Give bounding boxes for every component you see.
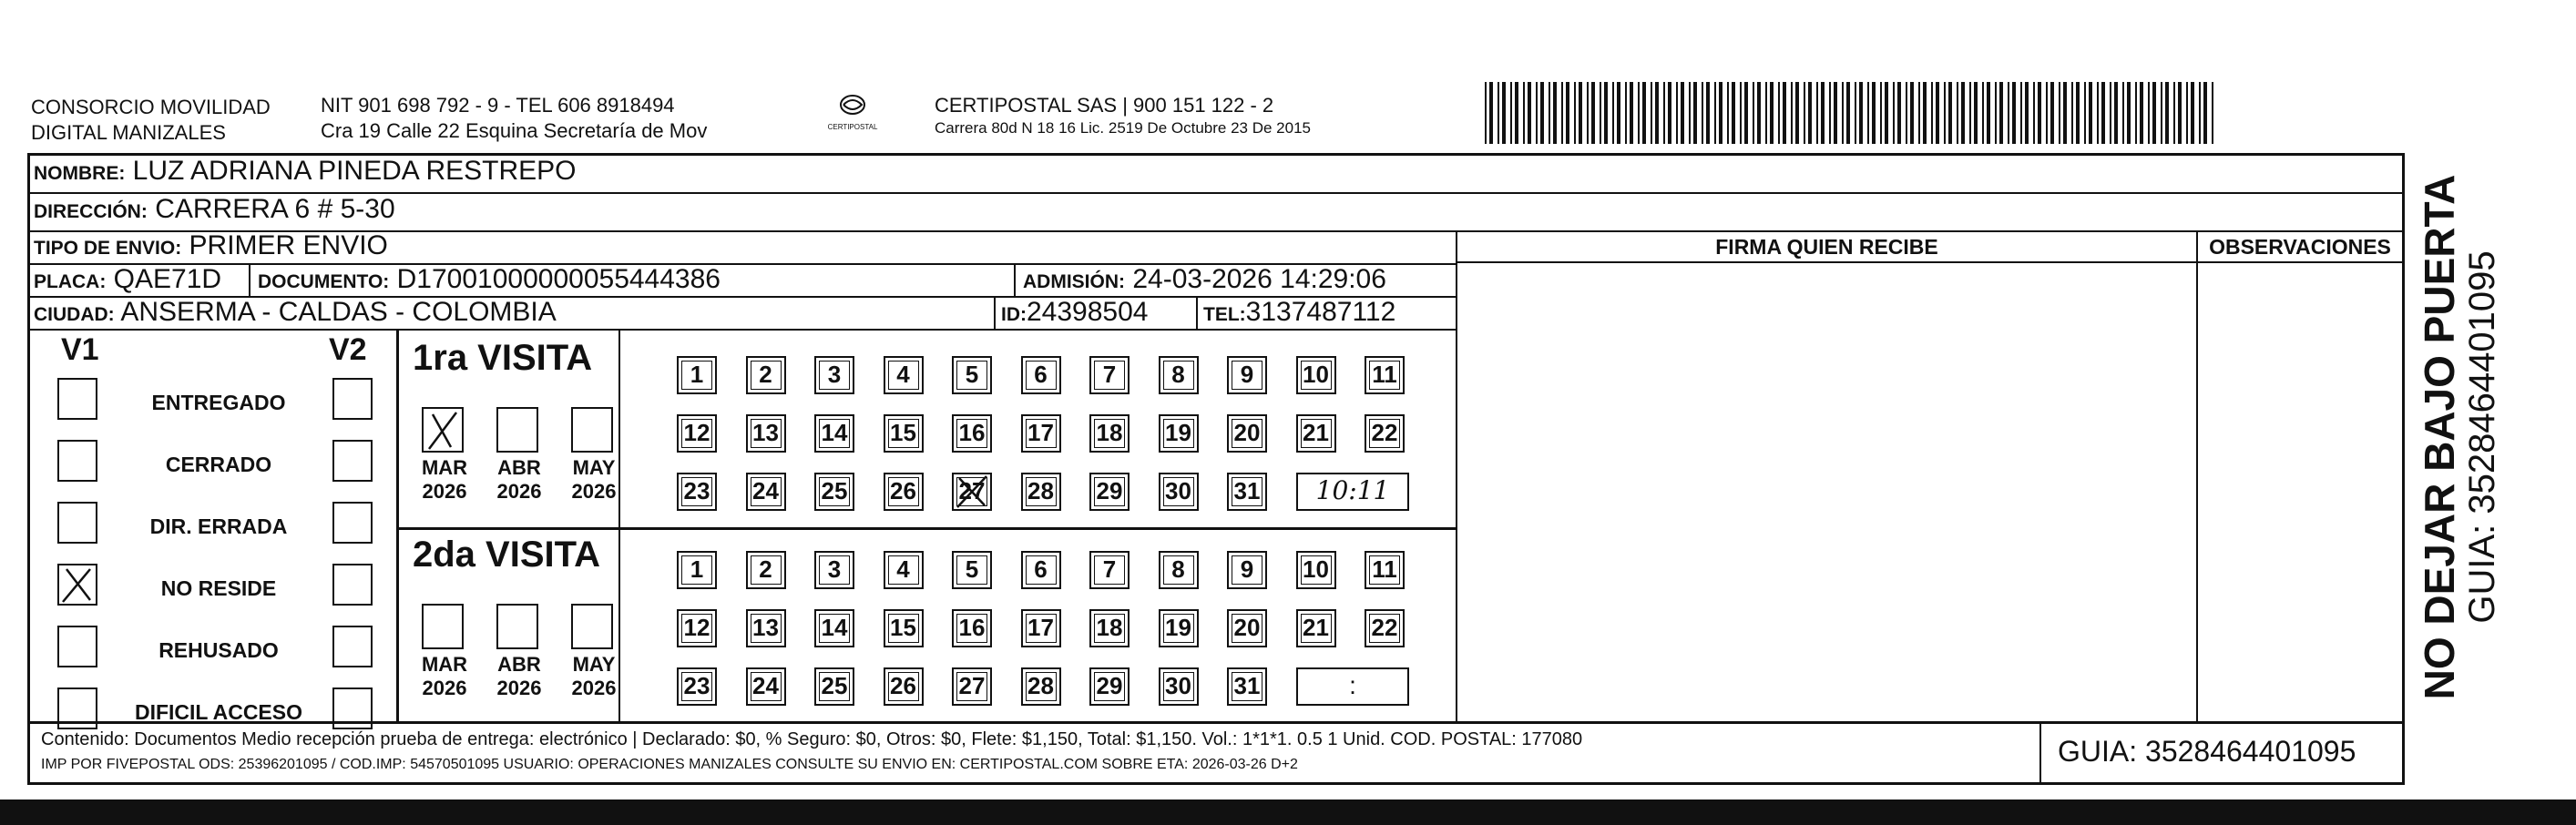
barcode-bar <box>1625 82 1627 144</box>
barcode-bar <box>2012 82 2016 144</box>
day-checkbox[interactable]: 24 <box>746 667 786 706</box>
barcode-bar <box>1969 82 1971 144</box>
day-checkbox[interactable]: 25 <box>814 473 854 511</box>
barcode-bar <box>1880 82 1882 144</box>
barcode-bar <box>1617 82 1620 144</box>
day-checkbox[interactable]: 16 <box>952 414 992 453</box>
direccion-row: DIRECCIÓN: CARRERA 6 # 5-30 <box>30 194 2402 232</box>
day-checkbox[interactable]: 13 <box>746 609 786 647</box>
barcode-bar <box>2020 82 2022 144</box>
day-checkbox[interactable]: 20 <box>1227 414 1267 453</box>
barcode-bar <box>1829 82 1831 144</box>
day-checkbox[interactable]: 28 <box>1021 473 1061 511</box>
barcode-bar <box>2063 82 2067 144</box>
status-label: NO RESIDE <box>160 576 277 600</box>
barcode-bar <box>1893 82 1895 144</box>
month-checkbox[interactable] <box>571 407 613 453</box>
barcode-bar <box>1651 82 1652 144</box>
barcode-bar <box>2127 82 2131 144</box>
barcode-bar <box>2212 82 2213 144</box>
day-checkbox[interactable]: 31 <box>1227 667 1267 706</box>
day-checkbox[interactable]: 15 <box>884 609 924 647</box>
day-checkbox[interactable]: 3 <box>814 356 854 394</box>
day-checkbox[interactable]: 31 <box>1227 473 1267 511</box>
barcode-bar <box>2148 82 2150 144</box>
barcode-bar <box>1676 82 1678 144</box>
barcode-bar <box>1732 82 1735 144</box>
day-checkbox[interactable]: 11 <box>1365 551 1405 589</box>
barcode-bar <box>1528 82 1531 144</box>
month-label: MAY 2026 <box>571 456 617 503</box>
barcode-bar <box>1702 82 1703 144</box>
barcode-bar <box>1923 82 1927 144</box>
status-label: REHUSADO <box>158 638 279 662</box>
barcode-bar <box>2033 82 2035 144</box>
day-checkbox[interactable]: 7 <box>1089 551 1130 589</box>
day-checkbox[interactable]: 15 <box>884 414 924 453</box>
company-name: CONSORCIO MOVILIDAD DIGITAL MANIZALES <box>31 96 271 144</box>
day-checkbox[interactable]: 4 <box>884 551 924 589</box>
barcode-bar <box>1753 82 1754 144</box>
day-checkbox[interactable]: 11 <box>1365 356 1405 394</box>
barcode-bar <box>2076 82 2080 144</box>
barcode-bar <box>1498 82 1499 144</box>
v2-checkbox[interactable] <box>332 564 373 606</box>
certipostal-logo: CERTIPOSTAL <box>816 91 889 132</box>
day-checkbox[interactable]: 23 <box>677 667 717 706</box>
status-label: DIR. ERRADA <box>149 514 288 538</box>
barcode-bar <box>1604 82 1608 144</box>
barcode-bar <box>2165 82 2169 144</box>
day-checkbox[interactable]: 10 <box>1296 356 1336 394</box>
barcode-bar <box>1931 82 1933 144</box>
placa-row: PLACA: QAE71D DOCUMENTO: D17001000000055444386 ADMISIÓN: 24-03-2026 14:29:06 <box>30 265 1456 298</box>
month-label: MAY 2026 <box>571 653 617 699</box>
day-checkbox[interactable]: 29 <box>1089 473 1130 511</box>
day-checkbox[interactable]: 6 <box>1021 551 1061 589</box>
barcode-bar <box>1821 82 1825 144</box>
status-label: CERRADO <box>165 453 272 476</box>
barcode-bar <box>1510 82 1512 144</box>
barcode-bar <box>1957 82 1958 144</box>
day-checkbox[interactable]: 2 <box>746 551 786 589</box>
month-checkbox[interactable] <box>571 604 613 649</box>
day-checkbox[interactable]: 20 <box>1227 609 1267 647</box>
day-checkbox[interactable]: 17 <box>1021 609 1061 647</box>
barcode-bar <box>1974 82 1978 144</box>
day-checkbox[interactable]: 10 <box>1296 551 1336 589</box>
barcode-bar <box>2186 82 2188 144</box>
month-checkbox[interactable] <box>496 604 538 649</box>
firma-column <box>1456 232 2198 721</box>
day-checkbox[interactable]: 19 <box>1159 414 1199 453</box>
day-checkbox[interactable]: 16 <box>952 609 992 647</box>
day-checkbox[interactable]: 9 <box>1227 551 1267 589</box>
barcode-bar <box>1944 82 1946 144</box>
barcode-bar <box>1744 82 1748 144</box>
barcode-bar <box>2203 82 2207 144</box>
day-checkbox[interactable]: 30 <box>1159 667 1199 706</box>
day-checkbox[interactable]: 18 <box>1089 609 1130 647</box>
visit1-title: 1ra VISITA <box>413 338 593 378</box>
barcode-bar <box>1485 82 1487 144</box>
day-checkbox[interactable]: 22 <box>1365 609 1405 647</box>
day-checkbox[interactable]: 12 <box>677 414 717 453</box>
day-checkbox[interactable]: 25 <box>814 667 854 706</box>
day-checkbox[interactable]: 22 <box>1365 414 1405 453</box>
barcode-bar <box>1855 82 1856 144</box>
month-label: ABR 2026 <box>496 456 542 503</box>
month-label: ABR 2026 <box>496 653 542 699</box>
barcode-bar <box>1719 82 1722 144</box>
barcode-bar <box>2191 82 2194 144</box>
barcode-bar <box>2135 82 2137 144</box>
barcode-bar <box>1574 82 1576 144</box>
barcode-bar <box>1804 82 1805 144</box>
day-checkbox[interactable]: 2 <box>746 356 786 394</box>
barcode-bar <box>1987 82 1990 144</box>
barcode-bar <box>1999 82 2003 144</box>
barcode-bar <box>2050 82 2054 144</box>
v1-checkbox[interactable] <box>57 378 97 420</box>
day-checkbox[interactable]: 29 <box>1089 667 1130 706</box>
footer-guia: GUIA: 3528464401095 <box>2058 735 2356 768</box>
day-checkbox[interactable]: 1 <box>677 356 717 394</box>
barcode-bar <box>1642 82 1646 144</box>
barcode-bar <box>1867 82 1869 144</box>
v1-checkbox[interactable] <box>57 564 97 606</box>
barcode-bar <box>1523 82 1525 144</box>
day-checkbox[interactable]: 30 <box>1159 473 1199 511</box>
status-label: ENTREGADO <box>151 391 286 414</box>
barcode-bar <box>1536 82 1538 144</box>
barcode-bar <box>1859 82 1863 144</box>
barcode-bar <box>2046 82 2048 144</box>
day-checkbox[interactable]: 21 <box>1296 414 1336 453</box>
barcode-bar <box>1549 82 1550 144</box>
barcode-bar <box>2140 82 2143 144</box>
v1-header: V1 <box>61 332 99 367</box>
barcode-bar <box>1681 82 1684 144</box>
barcode-bar <box>1706 82 1710 144</box>
barcode-bar <box>1948 82 1952 144</box>
barcode-bar <box>1995 82 1997 144</box>
barcode-bar <box>1587 82 1589 144</box>
barcode-bar <box>1897 82 1901 144</box>
day-checkbox[interactable]: 3 <box>814 551 854 589</box>
barcode-bar <box>2178 82 2182 144</box>
barcode-bar <box>2008 82 2009 144</box>
barcode-bar <box>1540 82 1544 144</box>
barcode-bar <box>2101 82 2105 144</box>
status-label: DIFICIL ACCESO <box>134 700 302 724</box>
barcode-bar <box>1655 82 1659 144</box>
no-dejar-bajo-puerta: NO DEJAR BAJO PUERTA <box>2416 174 2463 700</box>
barcode-bar <box>2161 82 2162 144</box>
barcode-bar <box>1778 82 1780 144</box>
barcode-bar <box>2025 82 2029 144</box>
month-checkbox[interactable] <box>422 604 464 649</box>
barcode-bar <box>1502 82 1506 144</box>
barcode-bar <box>1982 82 1984 144</box>
barcode-bar <box>1727 82 1729 144</box>
month-label: MAR 2026 <box>421 653 468 699</box>
day-checkbox[interactable]: 6 <box>1021 356 1061 394</box>
barcode-bar <box>2199 82 2201 144</box>
barcode-bar <box>1791 82 1793 144</box>
barcode-bar <box>1668 82 1671 144</box>
barcode-bar <box>2089 82 2092 144</box>
barcode-bar <box>1961 82 1965 144</box>
barcode-bar <box>1638 82 1640 144</box>
footer <box>30 721 2402 782</box>
barcode-bar <box>1910 82 1914 144</box>
barcode-bar <box>1918 82 1920 144</box>
v1-checkbox[interactable] <box>57 440 97 482</box>
barcode-bar <box>1689 82 1691 144</box>
firma-header: FIRMA QUIEN RECIBE <box>1457 232 2196 263</box>
barcode-bar <box>1579 82 1582 144</box>
v1-checkbox[interactable] <box>57 626 97 667</box>
barcode-bar <box>1600 82 1601 144</box>
barcode-bar <box>1770 82 1774 144</box>
footer-imp: IMP POR FIVEPOSTAL ODS: 25396201095 / COD.IMP: 54570501095 USUARIO: OPERACIONES MANIZALES CONSULTE SU ENVIO EN: CERTIPOSTAL.COM SOBRE ETA: 2026-03-26 D+2 <box>41 757 1298 772</box>
day-checkbox[interactable]: 28 <box>1021 667 1061 706</box>
v1-checkbox[interactable] <box>57 502 97 544</box>
barcode-bar <box>1906 82 1907 144</box>
bottom-edge <box>0 800 2576 825</box>
barcode-bar <box>2038 82 2041 144</box>
barcode-bar <box>2152 82 2156 144</box>
barcode-bar <box>1757 82 1761 144</box>
barcode-bar <box>1591 82 1595 144</box>
visit2-title: 2da VISITA <box>413 535 600 575</box>
barcode-bar <box>1663 82 1665 144</box>
day-checkbox[interactable]: 14 <box>814 609 854 647</box>
day-checkbox[interactable]: 26 <box>884 667 924 706</box>
day-checkbox[interactable]: 8 <box>1159 356 1199 394</box>
barcode-bar <box>1714 82 1716 144</box>
month-checkbox[interactable] <box>422 407 464 453</box>
barcode-bar <box>1612 82 1614 144</box>
day-checkbox[interactable]: 5 <box>952 356 992 394</box>
day-checkbox[interactable]: 17 <box>1021 414 1061 453</box>
barcode-bar <box>1846 82 1850 144</box>
company-contact: NIT 901 698 792 - 9 - TEL 606 8918494 Cra 19 Calle 22 Esquina Secretaría de Mov <box>321 94 708 142</box>
v2-checkbox[interactable] <box>332 626 373 667</box>
barcode-bar <box>1489 82 1493 144</box>
day-checkbox[interactable]: 5 <box>952 551 992 589</box>
barcode-bar <box>1816 82 1818 144</box>
visit1-time[interactable]: 10:11 <box>1296 473 1409 511</box>
footer-contenido: Contenido: Documentos Medio recepción prueba de entrega: electrónico | Declarado: $0, % Seguro: $0, Otros: $0, Flete: $1,150, Total: $1,150. Vol.: 1*1*1. 0.5 1 Unid. COD. POSTAL: 177080 <box>41 729 1583 749</box>
day-checkbox[interactable]: 9 <box>1227 356 1267 394</box>
day-checkbox[interactable]: 14 <box>814 414 854 453</box>
day-checkbox[interactable]: 21 <box>1296 609 1336 647</box>
barcode-bar <box>1566 82 1569 144</box>
day-checkbox[interactable]: 27 <box>952 473 992 511</box>
day-checkbox[interactable]: 12 <box>677 609 717 647</box>
barcode-bar <box>1834 82 1837 144</box>
day-checkbox[interactable]: 24 <box>746 473 786 511</box>
barcode-bar <box>1936 82 1939 144</box>
barcode-bar <box>2122 82 2124 144</box>
day-checkbox[interactable]: 18 <box>1089 414 1130 453</box>
barcode <box>1485 82 2217 144</box>
barcode-bar <box>1872 82 1876 144</box>
barcode-bar <box>2071 82 2073 144</box>
barcode-bar <box>1515 82 1518 144</box>
barcode-bar <box>2059 82 2060 144</box>
v2-checkbox[interactable] <box>332 502 373 544</box>
v2-header: V2 <box>329 332 367 367</box>
barcode-bar <box>1783 82 1786 144</box>
barcode-bar <box>2084 82 2086 144</box>
day-checkbox[interactable]: 23 <box>677 473 717 511</box>
observaciones-column <box>2198 232 2402 721</box>
barcode-bar <box>2097 82 2099 144</box>
barcode-bar <box>1561 82 1563 144</box>
day-checkbox[interactable]: 4 <box>884 356 924 394</box>
v2-checkbox[interactable] <box>332 440 373 482</box>
barcode-bar <box>1842 82 1844 144</box>
barcode-bar <box>1885 82 1888 144</box>
shipping-form <box>27 153 2405 785</box>
barcode-bar <box>2114 82 2118 144</box>
tipo-envio-row: TIPO DE ENVIO: PRIMER ENVIO <box>30 232 1456 265</box>
barcode-bar <box>1765 82 1767 144</box>
day-checkbox[interactable]: 19 <box>1159 609 1199 647</box>
day-checkbox[interactable]: 26 <box>884 473 924 511</box>
barcode-bar <box>1630 82 1633 144</box>
ciudad-row: CIUDAD: ANSERMA - CALDAS - COLOMBIA ID:24398504 TEL:3137487112 <box>30 298 1456 331</box>
nombre-row: NOMBRE: LUZ ADRIANA PINEDA RESTREPO <box>30 156 2402 194</box>
side-warning <box>2417 127 2502 747</box>
day-checkbox[interactable]: 27 <box>952 667 992 706</box>
day-checkbox[interactable]: 8 <box>1159 551 1199 589</box>
barcode-bar <box>1795 82 1799 144</box>
month-label: MAR 2026 <box>421 456 468 503</box>
barcode-bar <box>2110 82 2111 144</box>
month-checkbox[interactable] <box>496 407 538 453</box>
barcode-bar <box>1808 82 1812 144</box>
day-checkbox[interactable]: 13 <box>746 414 786 453</box>
courier-info: CERTIPOSTAL SAS | 900 151 122 - 2 Carrera 80d N 18 16 Lic. 2519 De Octubre 23 De 2015 <box>935 94 1311 137</box>
barcode-bar <box>1740 82 1742 144</box>
barcode-bar <box>1553 82 1557 144</box>
v2-checkbox[interactable] <box>332 378 373 420</box>
side-guia: GUIA: 3528464401095 <box>2462 250 2502 624</box>
observaciones-header: OBSERVACIONES <box>2198 232 2402 263</box>
day-checkbox[interactable]: 1 <box>677 551 717 589</box>
barcode-bar <box>1693 82 1697 144</box>
barcode-bar <box>2173 82 2175 144</box>
visit2-time[interactable]: : <box>1296 667 1409 706</box>
logo-icon <box>834 91 871 118</box>
day-checkbox[interactable]: 7 <box>1089 356 1130 394</box>
